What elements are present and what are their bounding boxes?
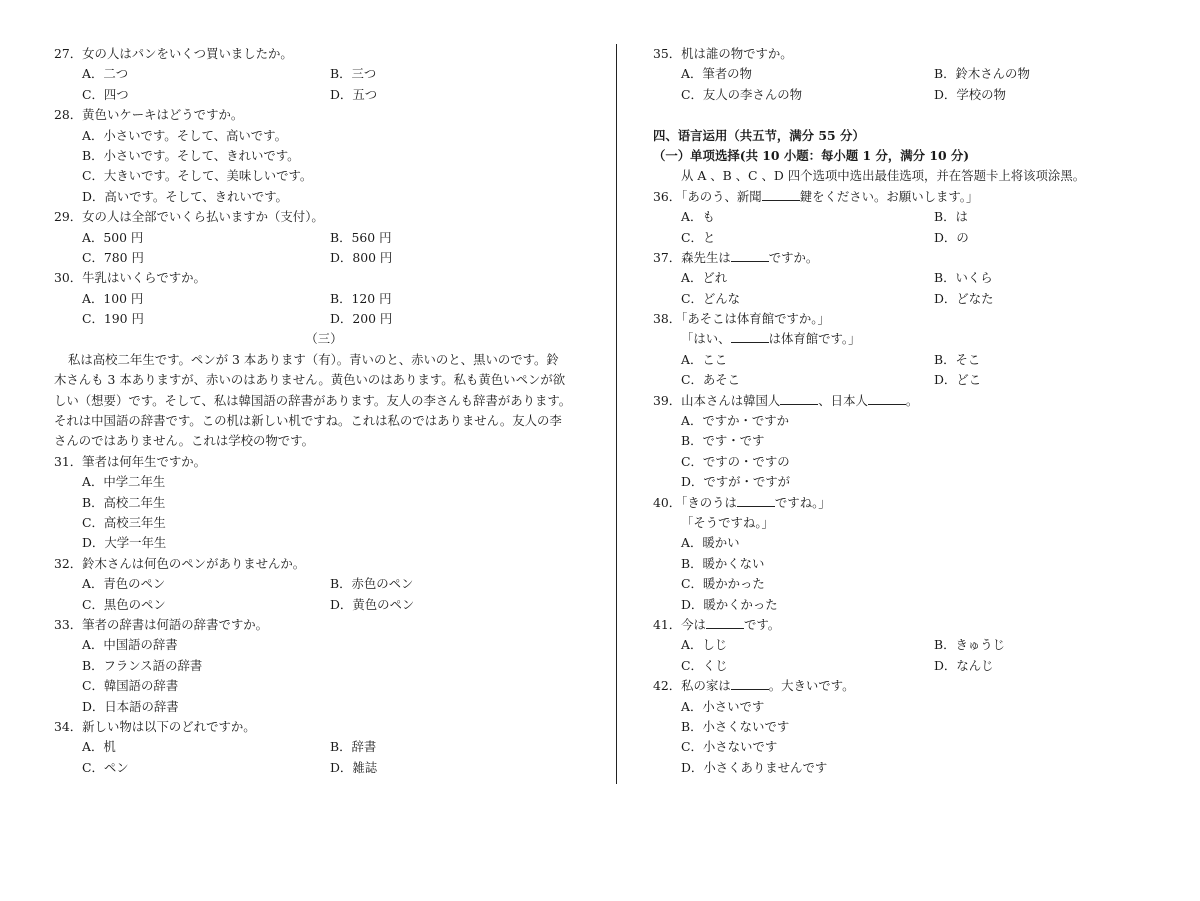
answer-blank	[868, 392, 906, 405]
option-a: A．暖かい	[681, 535, 740, 551]
question-stem	[653, 248, 1123, 268]
option-a: A．ですか・ですか	[681, 413, 790, 429]
option-a: A．青色のペン	[82, 576, 166, 592]
question-stem-line2: 「そうですね。」	[681, 514, 774, 530]
option-row	[653, 85, 1123, 105]
option-b: B．小さいです。そして、きれいです。	[82, 147, 300, 163]
option-b: B．暖かくない	[681, 555, 765, 571]
option-c: C．あそこ	[681, 372, 741, 388]
question-stem: 28．黄色いケーキはどうですか。	[54, 107, 244, 123]
option-b: B．そこ	[934, 351, 981, 367]
option-row	[54, 309, 594, 329]
question-stem: 38．「あそこは体育館ですか。」	[653, 311, 830, 327]
option-row	[653, 350, 1123, 370]
question-stem: 30．牛乳はいくらですか。	[54, 270, 206, 286]
option-d: D．雑誌	[330, 759, 378, 775]
stem-post: ですね。」	[774, 494, 831, 510]
option-b: B．です・です	[681, 433, 765, 449]
option-row	[54, 595, 594, 615]
option-row	[653, 635, 1123, 655]
option-b: B．赤色のペン	[330, 576, 414, 592]
question-stem: 29．女の人は全部でいくら払いますか（支付）。	[54, 209, 324, 225]
option-b: B．鈴木さんの物	[934, 66, 1030, 82]
part-title: 四、语言运用（共五节，满分 55 分）	[653, 127, 865, 143]
option-c: C．ペン	[82, 759, 129, 775]
option-row	[653, 370, 1123, 390]
stem-post: です。	[743, 616, 781, 632]
section-heading: （三）	[305, 331, 343, 347]
option-a: A．机	[82, 739, 116, 755]
stem-pre: 37．森先生は	[653, 249, 731, 265]
option-c: C．小さないです	[681, 739, 778, 755]
question-stem	[653, 187, 1123, 207]
left-column	[54, 44, 594, 778]
option-d: D．200 円	[330, 311, 393, 327]
option-c: C．どんな	[681, 290, 741, 306]
stem-post: 。大きいです。	[768, 678, 855, 694]
answer-blank	[706, 616, 744, 629]
option-a: A．小さいです	[681, 698, 765, 714]
stem-post: ですか。	[768, 249, 819, 265]
option-a: A．100 円	[82, 290, 144, 306]
option-d: D．の	[934, 229, 969, 245]
stem-pre: 「はい、	[681, 331, 731, 347]
option-c: C．黒色のペン	[82, 596, 166, 612]
option-a: A．500 円	[82, 229, 144, 245]
option-d: D．どなた	[934, 290, 994, 306]
option-a: A．二つ	[82, 66, 129, 82]
passage-line: さんのではありません。これは学校の物です。	[54, 433, 314, 449]
spacer	[653, 105, 1123, 125]
question-stem: 35．机は誰の物ですか。	[653, 46, 793, 61]
option-d: D．大学一年生	[82, 535, 167, 551]
option-b: B．小さくないです	[681, 718, 790, 734]
option-a: A．小さいです。そして、高いです。	[82, 127, 287, 143]
passage-line: 私は高校二年生です。ペンが 3 本あります（有）。青いのと、赤いのと、黒いのです。鈴	[68, 351, 559, 367]
option-row	[54, 64, 594, 84]
stem-mid: 、日本人	[818, 392, 868, 408]
question-stem: 34．新しい物は以下のどれですか。	[54, 718, 256, 734]
option-b: B．いくら	[934, 270, 993, 286]
option-row	[653, 656, 1123, 676]
stem-post: 鍵をください。お願いします。」	[799, 188, 979, 204]
question-stem: 33．筆者の辞書は何語の辞書ですか。	[54, 616, 269, 632]
option-row	[54, 228, 594, 248]
option-row	[653, 64, 1123, 84]
option-row	[653, 268, 1123, 288]
option-c: C．暖かかった	[681, 576, 765, 592]
option-c: C．780 円	[82, 249, 144, 265]
option-row	[54, 737, 594, 757]
option-d: D．800 円	[330, 249, 393, 265]
option-b: B．フランス語の辞書	[82, 657, 203, 673]
answer-blank	[762, 188, 800, 201]
stem-pre: 39．山本さんは韓国人	[653, 392, 781, 408]
option-b: B．きゅうじ	[934, 637, 1006, 653]
answer-blank	[731, 677, 769, 690]
option-c: C．くじ	[681, 657, 728, 673]
option-a: A．中国語の辞書	[82, 637, 178, 653]
question-stem	[653, 493, 1123, 513]
column-divider	[616, 44, 617, 784]
option-b: B．は	[934, 209, 968, 225]
option-c: C．ですの・ですの	[681, 453, 790, 469]
answer-blank	[731, 249, 769, 262]
option-row	[653, 289, 1123, 309]
question-stem	[653, 391, 1123, 411]
stem-pre: 36．「あのう、新聞	[653, 188, 762, 204]
option-row	[54, 758, 594, 778]
option-d: D．五つ	[330, 86, 378, 102]
stem-pre: 41．今は	[653, 616, 706, 632]
option-c: C．と	[681, 229, 716, 245]
question-stem: 32．鈴木さんは何色のペンがありませんか。	[54, 555, 306, 571]
option-b: B．高校二年生	[82, 494, 166, 510]
answer-blank	[731, 330, 769, 343]
stem-pre: 40．「きのうは	[653, 494, 737, 510]
option-d: D．小さくありませんです	[681, 759, 828, 775]
instructions: 从 A 、B 、C 、D 四个选项中选出最佳选项，并在答题卡上将该项涂黑。	[681, 168, 1086, 184]
option-row	[54, 248, 594, 268]
question-stem: 27．女の人はパンをいくつ買いましたか。	[54, 46, 293, 61]
option-d: D．暖かくかった	[681, 596, 778, 612]
stem-post: は体育館です。」	[768, 331, 861, 347]
option-d: D．なんじ	[934, 657, 994, 673]
stem-post: 。	[905, 392, 919, 408]
option-row	[54, 574, 594, 594]
answer-blank	[737, 494, 775, 507]
option-row	[54, 289, 594, 309]
passage-line: しい（想要）です。そして、私は韓国語の辞書があります。友人の李さんも辞書があります。	[54, 392, 572, 408]
question-stem: 31．筆者は何年生ですか。	[54, 453, 207, 469]
option-b: B．120 円	[330, 290, 392, 306]
option-c: C．韓国語の辞書	[82, 678, 179, 694]
option-a: A．ここ	[681, 351, 728, 367]
option-a: A．も	[681, 209, 715, 225]
option-row	[54, 85, 594, 105]
option-b: B．560 円	[330, 229, 392, 245]
option-b: B．辞書	[330, 739, 377, 755]
passage-line: それは中国語の辞書です。この机は新しい机ですね。これは私のではありません。友人の李	[54, 413, 562, 429]
option-a: A．しじ	[681, 637, 728, 653]
passage-line: 木さんも 3 本ありますが、赤いのはありません。黄色いのはあります。私も黄色いペンが欲	[54, 372, 566, 388]
right-column	[653, 44, 1123, 778]
option-row	[653, 207, 1123, 227]
question-stem	[653, 615, 1123, 635]
option-a: A．中学二年生	[82, 474, 166, 490]
section-subtitle: （一）单项选择(共 10 小题：每小题 1 分，满分 10 分)	[653, 147, 970, 163]
option-d: D．ですが・ですが	[681, 474, 791, 490]
option-a: A．どれ	[681, 270, 728, 286]
question-stem	[653, 676, 1123, 696]
answer-blank	[780, 392, 818, 405]
option-d: D．学校の物	[934, 86, 1006, 102]
option-c: C．大きいです。そして、美味しいです。	[82, 168, 313, 184]
option-c: C．190 円	[82, 311, 144, 327]
option-c: C．高校三年生	[82, 514, 166, 530]
question-stem-line2	[653, 329, 1123, 349]
option-d: D．日本語の辞書	[82, 698, 179, 714]
stem-pre: 42．私の家は	[653, 678, 731, 694]
option-a: A．筆者の物	[681, 66, 752, 82]
option-d: D．どこ	[934, 372, 982, 388]
option-b: B．三つ	[330, 66, 377, 82]
option-d: D．高いです。そして、きれいです。	[82, 188, 288, 204]
option-c: C．四つ	[82, 86, 129, 102]
option-d: D．黄色のペン	[330, 596, 415, 612]
option-row	[653, 228, 1123, 248]
option-c: C．友人の李さんの物	[681, 86, 802, 102]
